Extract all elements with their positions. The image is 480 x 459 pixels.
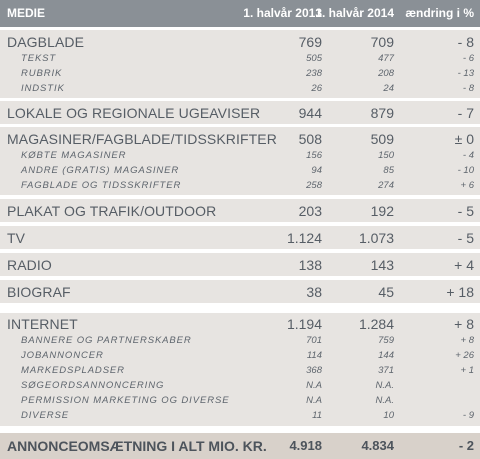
header-2013: 1. halvår 2013 (243, 6, 322, 20)
row-value-2014: N.A. (375, 395, 394, 406)
group-plakat (0, 199, 480, 222)
row-value-2013: 701 (306, 335, 322, 346)
row-value-2014: 144 (378, 350, 394, 361)
row-change: - 8 (457, 34, 474, 50)
row-label: SØGEORDSANNONCERING (21, 380, 165, 391)
row-value-2014: N.A. (375, 380, 394, 391)
row-value-2013: 94 (311, 165, 322, 176)
row-value-2013: N.A (306, 380, 322, 391)
total-change: - 2 (458, 438, 474, 453)
row-value-2013: 1.124 (286, 230, 322, 246)
row-change: - 6 (462, 53, 474, 64)
total-row (0, 433, 480, 459)
row-value-2014: 10 (383, 410, 394, 421)
row-value-2013: 26 (311, 83, 322, 94)
row-value-2013: 944 (298, 105, 322, 121)
row-value-2013: 769 (298, 34, 322, 50)
row-value-2013: 156 (306, 150, 322, 161)
group-dagblade (0, 30, 480, 98)
row-value-2013: 138 (298, 257, 322, 273)
row-label: RADIO (7, 257, 52, 273)
row-value-2014: 1.284 (358, 316, 394, 332)
row-value-2014: 24 (383, 83, 394, 94)
table-header (0, 0, 480, 27)
row-change: - 13 (457, 68, 474, 79)
row-change: + 1 (460, 365, 474, 376)
row-label: ANDRE (GRATIS) MAGASINER (21, 165, 180, 176)
row-value-2014: 477 (378, 53, 394, 64)
group-internet (0, 313, 480, 426)
row-value-2014: 208 (378, 68, 394, 79)
row-value-2013: 1.194 (286, 316, 322, 332)
row-change: ± 0 (454, 131, 474, 147)
row-change: + 8 (454, 316, 474, 332)
group-radio (0, 253, 480, 276)
group-biograf (0, 280, 480, 303)
row-label: RUBRIK (21, 68, 63, 79)
row-label: BIOGRAF (7, 284, 71, 300)
row-label: DAGBLADE (7, 34, 85, 50)
row-value-2014: 709 (370, 34, 394, 50)
row-change: - 10 (457, 165, 474, 176)
row-change: - 5 (457, 203, 474, 219)
row-label: LOKALE OG REGIONALE UGEAVISER (7, 105, 261, 121)
row-label: PLAKAT OG TRAFIK/OUTDOOR (7, 203, 217, 219)
row-label: FAGBLADE OG TIDSSKRIFTER (21, 180, 182, 191)
row-value-2014: 274 (378, 180, 394, 191)
row-label: TEKST (21, 53, 57, 64)
row-change: - 5 (457, 230, 474, 246)
header-medie: MEDIE (7, 6, 46, 20)
total-value-2014: 4.834 (361, 438, 394, 453)
row-label: JOBANNONCER (21, 350, 104, 361)
row-label: DIVERSE (21, 410, 70, 421)
row-label: PERMISSION MARKETING OG DIVERSE (21, 395, 230, 406)
row-value-2014: 85 (383, 165, 394, 176)
group-lokale (0, 101, 480, 124)
row-value-2013: 203 (298, 203, 322, 219)
header-2014: 1. halvår 2014 (315, 6, 394, 20)
total-value-2013: 4.918 (289, 438, 322, 453)
row-label: INTERNET (7, 316, 78, 332)
row-value-2013: 38 (306, 284, 322, 300)
row-value-2013: 258 (306, 180, 322, 191)
group-magasiner (0, 127, 480, 195)
row-value-2013: 505 (306, 53, 322, 64)
row-label: MAGASINER/FAGBLADE/TIDSSKRIFTER (7, 131, 277, 147)
row-change: + 26 (455, 350, 474, 361)
row-change: + 18 (446, 284, 474, 300)
group-tv (0, 226, 480, 249)
row-label: INDSTIK (21, 83, 65, 94)
row-label: MARKEDSPLADSER (21, 365, 125, 376)
row-value-2014: 150 (378, 150, 394, 161)
row-value-2014: 192 (370, 203, 394, 219)
row-label: KØBTE MAGASINER (21, 150, 127, 161)
row-value-2014: 879 (370, 105, 394, 121)
row-value-2014: 371 (378, 365, 394, 376)
row-value-2014: 759 (378, 335, 394, 346)
row-change: - 4 (462, 150, 474, 161)
row-change: - 8 (462, 83, 474, 94)
row-change: + 8 (460, 335, 474, 346)
row-change: + 4 (454, 257, 474, 273)
row-label: BANNERE OG PARTNERSKABER (21, 335, 192, 346)
row-value-2013: 11 (312, 410, 322, 421)
row-change: - 7 (457, 105, 474, 121)
row-value-2013: 368 (306, 365, 322, 376)
row-change: + 6 (460, 180, 474, 191)
row-value-2014: 509 (370, 131, 394, 147)
row-value-2014: 45 (378, 284, 394, 300)
row-label: TV (7, 230, 26, 246)
row-value-2013: 114 (306, 350, 322, 361)
row-value-2013: 238 (306, 68, 322, 79)
row-value-2014: 1.073 (358, 230, 394, 246)
total-label: ANNONCEOMSÆTNING I ALT MIO. KR. (7, 438, 267, 454)
row-value-2013: N.A (306, 395, 322, 406)
row-value-2014: 143 (370, 257, 394, 273)
row-change: - 9 (462, 410, 474, 421)
header-change: ændring i % (405, 6, 474, 20)
row-value-2013: 508 (298, 131, 322, 147)
